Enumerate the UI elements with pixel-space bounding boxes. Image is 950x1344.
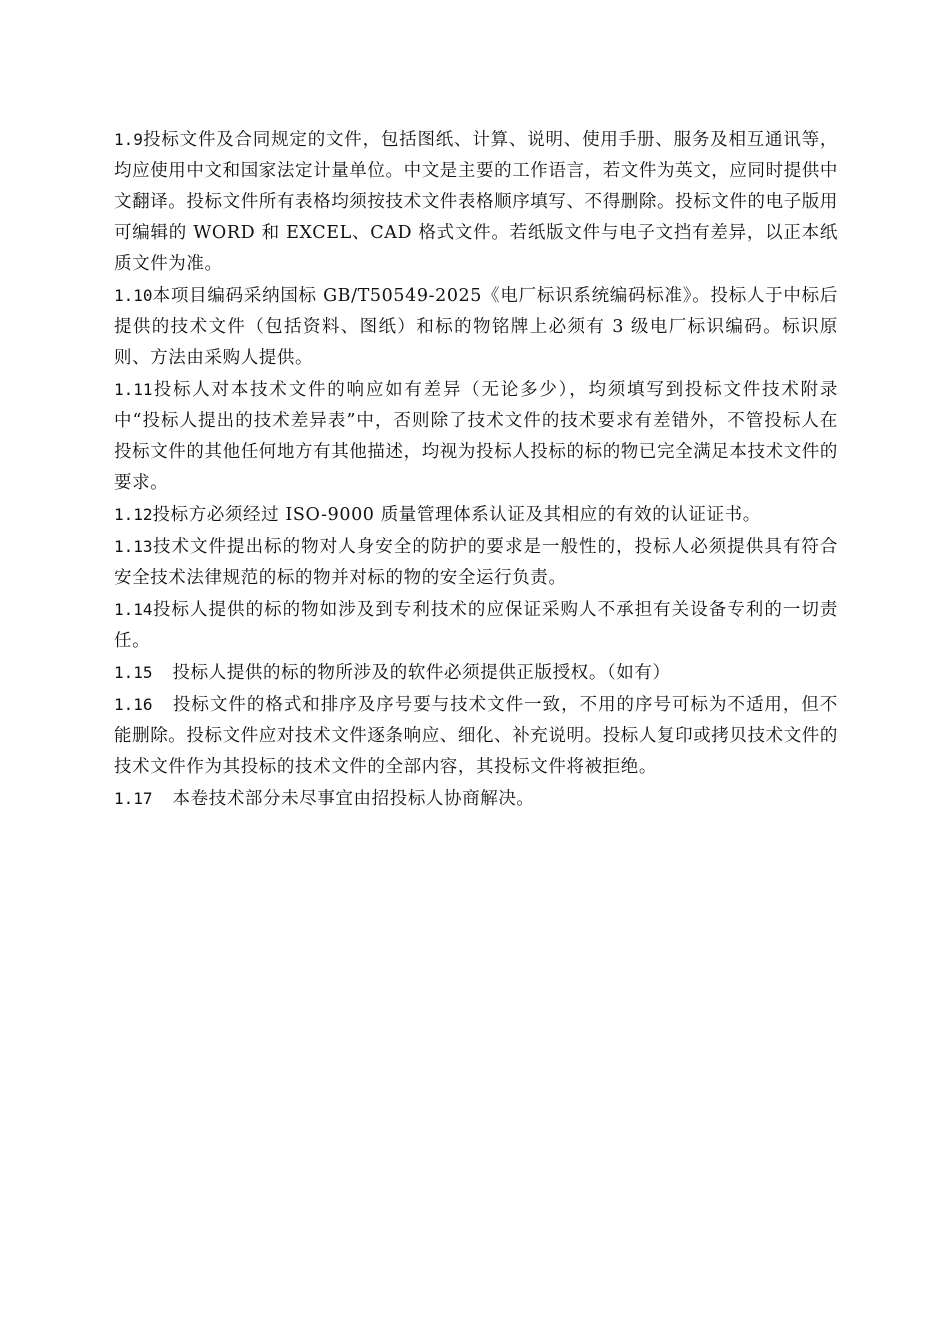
- paragraph-1-11: [114, 374, 838, 499]
- paragraph-number: 1.10: [114, 286, 153, 305]
- paragraph-text: 本项目编码采纳国标 GB/T50549-2025《电厂标识系统编码标准》。投标人于中标后提供的技术文件（包括资料、图纸）和标的物铭牌上必须有 3 级电厂标识编码。标识原则、方法由采购人提供。: [114, 286, 838, 368]
- paragraph-1-16: [114, 689, 838, 783]
- paragraph-1-15: [114, 657, 838, 689]
- paragraph-number: 1.15: [114, 663, 153, 682]
- paragraph-1-9: [114, 124, 838, 280]
- paragraph-1-12: [114, 499, 838, 531]
- paragraph-number: 1.14: [114, 600, 153, 619]
- document-body: [114, 124, 838, 815]
- paragraph-number: 1.9: [114, 130, 143, 149]
- paragraph-1-17: [114, 783, 838, 815]
- paragraph-1-10: [114, 280, 838, 374]
- paragraph-text: 投标文件的格式和排序及序号要与技术文件一致，不用的序号可标为不适用，但不能删除。投标文件应对技术文件逐条响应、细化、补充说明。投标人复印或拷贝技术文件的技术文件作为其投标的技术文件的全部内容，其投标文件将被拒绝。: [114, 695, 838, 777]
- paragraph-1-13: [114, 531, 838, 594]
- paragraph-text: 本卷技术部分未尽事宜由招投标人协商解决。: [172, 789, 535, 809]
- paragraph-number: 1.11: [114, 380, 153, 399]
- paragraph-text: 投标文件及合同规定的文件，包括图纸、计算、说明、使用手册、服务及相互通讯等，均应使用中文和国家法定计量单位。中文是主要的工作语言，若文件为英文，应同时提供中文翻译。投标文件所有表格均须按技术文件表格顺序填写、不得删除。投标文件的电子版用可编辑的 WORD 和 EXCEL、CAD 格式文件。若纸版文件与电子文挡有差异，以正本纸质文件为准。: [114, 130, 838, 274]
- paragraph-text: 投标方必须经过 ISO-9000 质量管理体系认证及其相应的有效的认证证书。: [152, 505, 761, 525]
- paragraph-number: 1.17: [114, 789, 153, 808]
- paragraph-text: 投标人提供的标的物如涉及到专利技术的应保证采购人不承担有关设备专利的一切责任。: [114, 600, 838, 651]
- paragraph-number: 1.13: [114, 537, 153, 556]
- paragraph-number: 1.12: [114, 505, 153, 524]
- paragraph-text: 投标人提供的标的物所涉及的软件必须提供正版授权。（如有）: [172, 663, 671, 683]
- paragraph-text: 投标人对本技术文件的响应如有差异（无论多少），均须填写到投标文件技术附录中“投标人提出的技术差异表”中，否则除了技术文件的技术要求有差错外，不管投标人在投标文件的其他任何地方有其他描述，均视为投标人投标的标的物已完全满足本技术文件的要求。: [114, 380, 838, 493]
- paragraph-text: 技术文件提出标的物对人身安全的防护的要求是一般性的，投标人必须提供具有符合安全技术法律规范的标的物并对标的物的安全运行负责。: [114, 537, 838, 588]
- paragraph-1-14: [114, 594, 838, 657]
- paragraph-number: 1.16: [114, 695, 153, 714]
